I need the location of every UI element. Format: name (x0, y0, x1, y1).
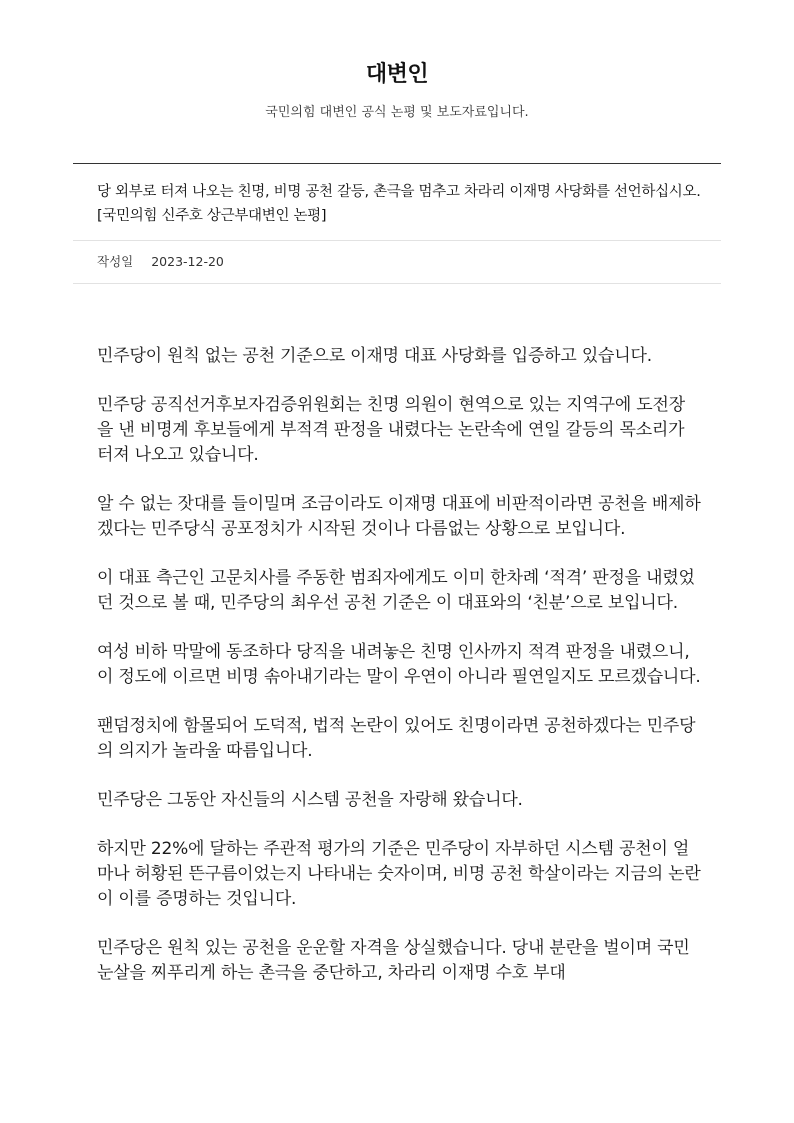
article-paragraph: 민주당이 원칙 없는 공천 기준으로 이재명 대표 사당화를 입증하고 있습니다. (97, 346, 652, 366)
article-paragraph: 민주당은 원칙 있는 공천을 운운할 자격을 상실했습니다. 당내 분란을 벌이며 국민 눈살을 찌푸리게 하는 촌극을 중단하고, 차라리 이재명 수호 부대 (97, 938, 690, 983)
article-paragraph: 이 대표 측근인 고문치사를 주동한 범죄자에게도 이미 한차례 ‘적격’ 판정을 내렸었던 것으로 볼 때, 민주당의 최우선 공천 기준은 이 대표와의 ‘친분’으로 보입니다. (97, 568, 695, 613)
article-paragraph: 팬덤정치에 함몰되어 도덕적, 법적 논란이 있어도 친명이라면 공천하겠다는 민주당의 의지가 놀라울 따름입니다. (97, 716, 696, 761)
article-paragraph: 알 수 없는 잣대를 들이밀며 조금이라도 이재명 대표에 비판적이라면 공천을 배제하겠다는 민주당식 공포정치가 시작된 것이나 다름없는 상황으로 보입니다. (97, 494, 701, 539)
date-label: 작성일 (97, 254, 134, 269)
article-title: 당 외부로 터져 나오는 친명, 비명 공천 갈등, 촌극을 멈추고 차라리 이재명 사당화를 선언하십시오. [국민의힘 신주호 상근부대변인 논평] (97, 184, 701, 224)
article-body (97, 344, 701, 1010)
page-header (0, 0, 794, 122)
article-paragraph: 민주당은 그동안 자신들의 시스템 공천을 자랑해 왔습니다. (97, 790, 523, 810)
article-paragraph: 하지만 22%에 달하는 주관적 평가의 기준은 민주당이 자부하던 시스템 공천이 얼마나 허황된 뜬구름이었는지 나타내는 숫자이며, 비명 공천 학살이라는 지금의 논란이 이를 증명하는 것입니다. (97, 839, 701, 909)
title-divider (73, 240, 721, 241)
site-title: 대변인 (365, 62, 429, 87)
date-value: 2023-12-20 (151, 254, 224, 269)
meta-divider (73, 283, 721, 284)
article-paragraph: 민주당 공직선거후보자검증위원회는 친명 의원이 현역으로 있는 지역구에 도전장을 낸 비명계 후보들에게 부적격 판정을 내렸다는 논란속에 연일 갈등의 목소리가 터져 나오고 있습니다. (97, 395, 685, 465)
header-divider (73, 163, 721, 164)
site-subtitle: 국민의힘 대변인 공식 논평 및 보도자료입니다. (265, 105, 529, 120)
article-meta (97, 253, 224, 271)
article-paragraph: 여성 비하 막말에 동조하다 당직을 내려놓은 친명 인사까지 적격 판정을 내렸으니, 이 정도에 이르면 비명 솎아내기라는 말이 우연이 아니라 필연일지도 모르겠습니다. (97, 642, 701, 687)
